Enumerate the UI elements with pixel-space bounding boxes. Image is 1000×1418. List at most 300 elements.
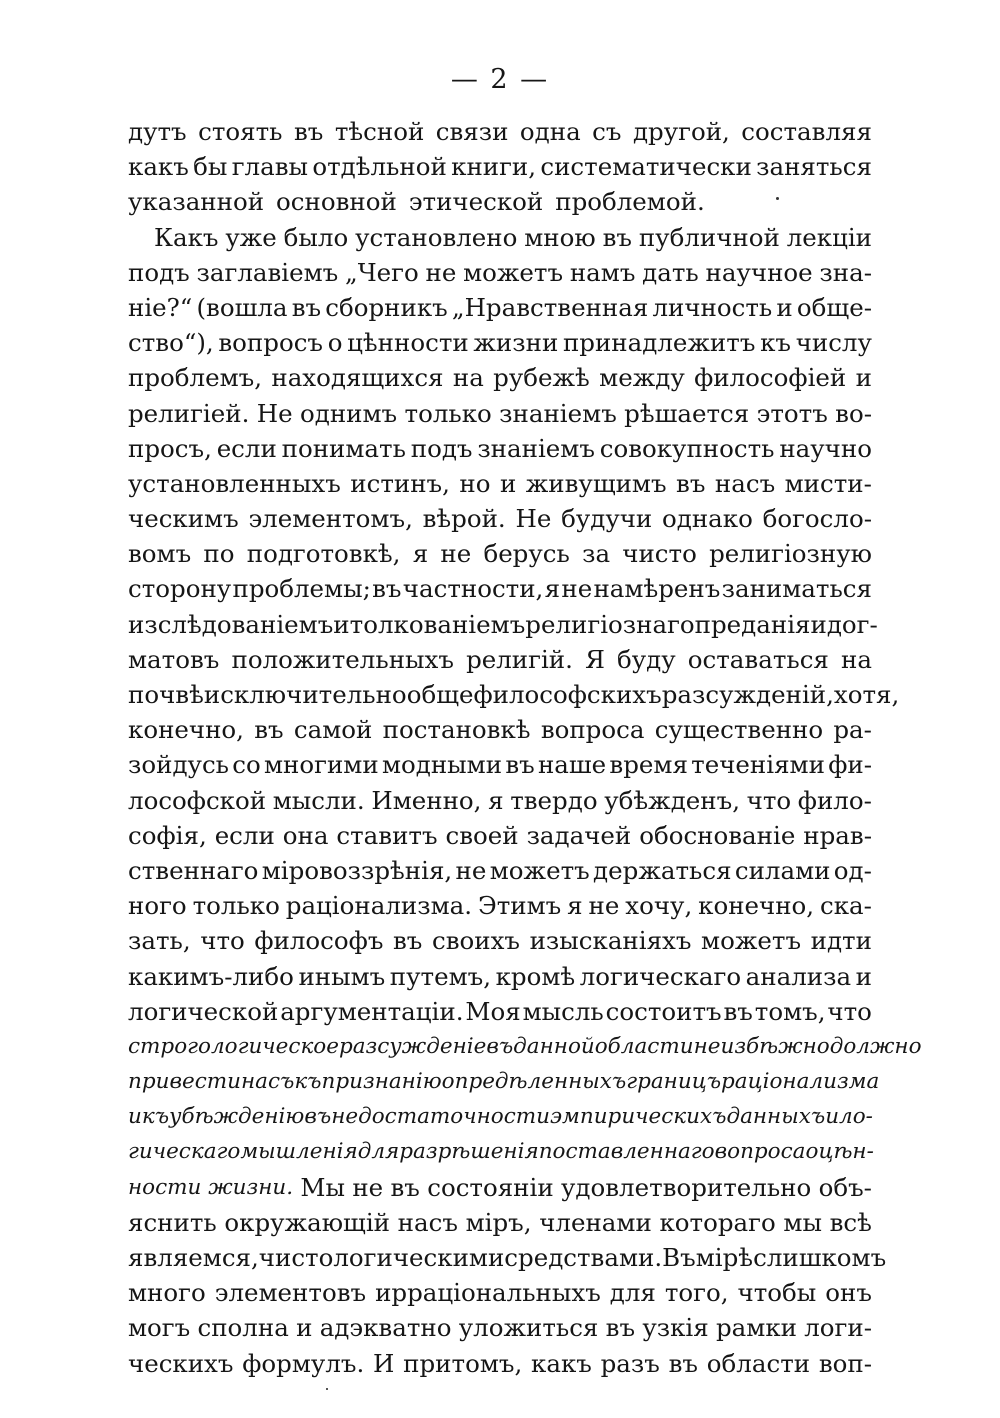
word: могъ [128, 1313, 191, 1343]
word: Я [585, 644, 605, 674]
word: строго [128, 1033, 211, 1059]
word: Моя [465, 996, 521, 1026]
word: своей [445, 820, 519, 850]
word: общефилософскихъ [406, 680, 662, 709]
word: во- [835, 398, 872, 428]
text-line [128, 923, 872, 958]
word: мірѣ [695, 1243, 754, 1272]
word: указанной [128, 187, 265, 217]
word: кромѣ [495, 961, 576, 991]
word: разъ [600, 1348, 660, 1378]
word: въ [605, 1313, 636, 1343]
text-line [128, 114, 872, 149]
word: въ [254, 715, 284, 745]
word: Въ [662, 1243, 696, 1272]
word: въ [602, 222, 632, 252]
word: фи- [828, 750, 872, 780]
word: теченіями [691, 750, 825, 780]
word: я [544, 574, 561, 604]
text-line [128, 642, 872, 677]
word: публичной [638, 222, 780, 252]
word: чисто [258, 1243, 334, 1272]
word: конечно, [698, 891, 815, 921]
word: частности, [402, 574, 544, 604]
word: проблемы; [232, 574, 371, 604]
word: другой, [632, 117, 730, 146]
text-line [128, 747, 872, 782]
word: обоснованіе [639, 820, 796, 850]
word: въ [505, 750, 535, 780]
word: элементомъ, [248, 504, 413, 534]
word: въ [723, 996, 753, 1026]
word: воп- [818, 1348, 872, 1378]
word: понимать [281, 433, 406, 463]
word: этической [408, 187, 544, 217]
word: что [746, 785, 792, 815]
word: и [825, 1104, 840, 1130]
word: въ [304, 1104, 332, 1130]
italic-word: ности жизни. [128, 1174, 294, 1200]
word: зна- [819, 257, 872, 287]
word: ство“), [128, 328, 214, 358]
word: находящихся [271, 363, 444, 393]
word: связи [435, 117, 509, 146]
word: идти [810, 926, 872, 956]
word: и [499, 468, 517, 498]
word: философіей [694, 363, 847, 393]
word: религіозную [709, 539, 872, 569]
word: многими [264, 750, 379, 780]
word: какъ [531, 1348, 592, 1378]
word: лекціи [786, 222, 872, 252]
word: и [855, 961, 872, 991]
text-line [128, 783, 872, 818]
word: для [357, 1139, 400, 1165]
word: ческихъ [128, 1348, 234, 1378]
word: дутъ [128, 117, 187, 146]
text-line [128, 536, 872, 571]
text-line [128, 149, 872, 184]
word: убѣжденъ, [604, 785, 740, 815]
word: удовлетворительно [561, 1172, 812, 1202]
word: гическаго [128, 1139, 241, 1165]
word: являемся, [128, 1243, 259, 1272]
word: элементовъ [214, 1278, 367, 1308]
word: не [588, 891, 620, 921]
word: фило- [797, 785, 872, 815]
text-line [128, 1170, 872, 1205]
word: твердо [510, 785, 598, 815]
word: своихъ [432, 926, 520, 956]
word: для [609, 1278, 656, 1308]
word: ска- [820, 891, 872, 921]
word: опредѣленныхъ [441, 1069, 627, 1095]
word: установленныхъ [128, 468, 341, 498]
word: о [327, 328, 343, 358]
word: формулъ. [242, 1348, 365, 1378]
text-line [128, 818, 872, 853]
word: не [352, 1172, 384, 1202]
word: истинъ, [350, 468, 450, 498]
word: въ [676, 468, 706, 498]
word: раціонализма. [285, 891, 473, 921]
word: оставаться [687, 644, 829, 674]
word: подъ [410, 433, 473, 463]
word: вопросъ [218, 328, 324, 358]
word: въ [668, 1348, 699, 1378]
word: слишкомъ [753, 1243, 887, 1272]
text-line [128, 1346, 872, 1381]
word: и [333, 609, 350, 639]
word: изысканіяхъ [529, 926, 692, 956]
word: „Чего [345, 257, 419, 287]
word: состоитъ [605, 996, 722, 1026]
word: силами [734, 855, 831, 885]
word: будучи [561, 504, 653, 534]
word: совокупность [599, 433, 775, 463]
word: логическими [333, 1243, 505, 1272]
word: членами [539, 1207, 652, 1237]
word: ственнаго [128, 855, 259, 885]
word: анализа [745, 961, 852, 991]
text-line [128, 255, 872, 290]
word: адэкватно [319, 1313, 452, 1343]
word: въ [486, 1033, 514, 1059]
word: объ- [818, 1172, 872, 1202]
word: къ [141, 1104, 170, 1130]
word: научное [705, 257, 813, 287]
word: и [296, 1313, 313, 1343]
text-line [128, 1205, 872, 1240]
word: главы [231, 152, 309, 182]
word: разсужденіе [338, 1033, 487, 1059]
word: Мы [300, 1172, 345, 1202]
text-line [128, 888, 872, 923]
word: дог- [826, 609, 878, 639]
text-line [128, 1240, 887, 1275]
word: знаніемъ [477, 433, 595, 463]
word: ніе?“ [128, 292, 193, 322]
word: между [599, 363, 685, 393]
word: изслѣдованіемъ [128, 609, 334, 639]
word: тѣсной [334, 117, 425, 146]
word: того, [664, 1278, 729, 1308]
word: установлено [355, 222, 518, 252]
word: раціонализма [721, 1069, 880, 1095]
word: логическаго [579, 961, 742, 991]
word: сполна [197, 1313, 289, 1343]
word: логи- [804, 1313, 872, 1343]
word: въ [291, 292, 322, 322]
word: Именно, [371, 785, 482, 815]
word: дать [642, 257, 699, 287]
word: время [609, 750, 688, 780]
word: одна [519, 117, 581, 146]
word: поставленнаго [538, 1139, 715, 1165]
word: Какъ [154, 222, 219, 252]
word: Не [515, 504, 552, 534]
text-line [128, 1310, 872, 1345]
word: міровоззрѣнія, [261, 855, 453, 885]
word: только [404, 398, 492, 428]
word: только [192, 891, 280, 921]
word: въ [293, 117, 324, 146]
word: но [459, 468, 491, 498]
text-line [128, 959, 872, 994]
word: недостаточности [331, 1104, 550, 1130]
word: мисти- [784, 468, 872, 498]
word: берусь [483, 539, 570, 569]
text-line [128, 290, 872, 325]
word: должно [829, 1033, 922, 1059]
word: насъ [240, 1069, 295, 1095]
word: если [216, 433, 277, 463]
text-line [128, 220, 872, 255]
word: путемъ, [389, 961, 492, 991]
word: религіознаго [525, 609, 695, 639]
word: хочу, [625, 891, 693, 921]
word: яснить [128, 1207, 217, 1237]
word: вопроса [714, 1139, 806, 1165]
word: проблемъ, [128, 363, 263, 393]
word: чтобы [737, 1278, 817, 1308]
word: области [594, 1033, 694, 1059]
word: ческимъ [128, 504, 239, 534]
word: инымъ [298, 961, 386, 991]
word: всѣ [829, 1207, 872, 1237]
word: логическое [210, 1033, 339, 1059]
word: и [776, 292, 793, 322]
word: рѣшается [624, 398, 750, 428]
word: Этимъ [477, 891, 562, 921]
word: конечно, [128, 715, 244, 745]
word: мысль [522, 996, 604, 1026]
word: матовъ [128, 644, 220, 674]
word: принадлежитъ [562, 328, 756, 358]
word: томъ, [754, 996, 826, 1026]
word: толкованіемъ [349, 609, 526, 639]
word: числу [795, 328, 872, 358]
word: религіей. [128, 398, 250, 428]
word: много [128, 1278, 206, 1308]
word: ра- [833, 715, 872, 745]
word: проблемой. [555, 187, 705, 217]
word: аргументаціи. [280, 996, 464, 1026]
word: съ [592, 117, 622, 146]
word: за [582, 539, 611, 569]
page-number: — 2 — [450, 64, 550, 95]
text-line [128, 1064, 880, 1099]
word: средствами. [504, 1243, 663, 1272]
word: обще- [796, 292, 872, 322]
word: насъ [714, 468, 776, 498]
word: котораго [659, 1207, 776, 1237]
word: сторону [128, 574, 232, 604]
word: существенно [654, 715, 824, 745]
word: основной [276, 187, 397, 217]
word: не [440, 539, 472, 569]
text-line [128, 466, 872, 501]
word: систематически [540, 152, 752, 182]
word: хотя, [833, 680, 900, 709]
word: со [232, 750, 261, 780]
word: „Нравственная [451, 292, 649, 322]
word: софія, [128, 820, 207, 850]
word: заниматься [721, 574, 872, 604]
word: живущимъ [525, 468, 667, 498]
word: положительныхъ [231, 644, 454, 674]
word: не [561, 574, 593, 604]
word: можетъ [489, 855, 590, 885]
word: зойдусь [128, 750, 230, 780]
word: (вошла [196, 292, 288, 322]
text-line [128, 1029, 922, 1064]
word: модными [381, 750, 503, 780]
word: подготовкѣ, [246, 539, 401, 569]
word: однимъ [300, 398, 398, 428]
word: исключительно [203, 680, 407, 709]
word: мысли. [272, 785, 365, 815]
word: вопроса [540, 715, 645, 745]
word: разрѣшенія [399, 1139, 539, 1165]
word: стоять [198, 117, 283, 146]
word: ставитъ [336, 820, 438, 850]
word: на [841, 644, 872, 674]
word: данныхъ [726, 1104, 826, 1130]
word: почвѣ [128, 680, 204, 709]
word: мышленія [240, 1139, 358, 1165]
word: можетъ [701, 926, 802, 956]
word: ирраціональныхъ [375, 1278, 601, 1308]
word: міръ, [465, 1207, 532, 1237]
word: состояніи [427, 1172, 554, 1202]
word: цѣнности [347, 328, 469, 358]
word: од- [833, 855, 872, 885]
word: зать, [128, 926, 191, 956]
text-line [128, 1134, 872, 1169]
word: подъ [128, 257, 190, 287]
word: въ [390, 1172, 420, 1202]
word: въ [393, 926, 423, 956]
word: въ [372, 574, 402, 604]
word: притомъ, [403, 1348, 523, 1378]
word: этотъ [756, 398, 828, 428]
word: убѣжденію [169, 1104, 305, 1130]
word: какимъ-либо [128, 961, 294, 991]
text-line [128, 853, 872, 888]
word: не [425, 257, 457, 287]
word: лософской [128, 785, 267, 815]
word: границъ [626, 1069, 722, 1095]
word: личность [652, 292, 773, 322]
word: однако [662, 504, 753, 534]
text-line [128, 396, 872, 431]
word: философъ [254, 926, 384, 956]
word: научно [779, 433, 872, 463]
word: жизни [473, 328, 559, 358]
word: о [805, 1139, 819, 1165]
word: можетъ [463, 257, 564, 287]
word: цѣн- [818, 1139, 874, 1165]
text-line [128, 994, 872, 1029]
word: насъ [397, 1207, 458, 1237]
word: отдѣльной [312, 152, 447, 182]
word: богосло- [762, 504, 872, 534]
word: какъ [128, 152, 189, 182]
word: я [567, 891, 583, 921]
word: ного [128, 891, 187, 921]
word: намъ [569, 257, 636, 287]
word: вомъ [128, 539, 192, 569]
word: и [810, 609, 827, 639]
ink-speck [326, 1388, 328, 1390]
body-text [128, 114, 922, 1381]
word: если [214, 820, 275, 850]
word: я [488, 785, 504, 815]
text-line [128, 1275, 872, 1310]
word: нрав- [803, 820, 872, 850]
word: сборникъ [325, 292, 448, 322]
word: эмпирическихъ [550, 1104, 727, 1130]
word: религій. [466, 644, 573, 674]
word: привести [128, 1069, 241, 1095]
text-line [128, 325, 872, 360]
word: къ [294, 1069, 322, 1095]
word: было [283, 222, 349, 252]
word: узкія [642, 1313, 709, 1343]
word: держаться [593, 855, 732, 885]
word: я [412, 539, 429, 569]
word: преданія [694, 609, 811, 639]
word: мы [783, 1207, 822, 1237]
word: не [455, 855, 487, 885]
word: чисто [622, 539, 697, 569]
word: рамки [715, 1313, 797, 1343]
word: составляя [741, 117, 872, 146]
word: буду [616, 644, 676, 674]
text-line [128, 607, 878, 642]
word: заняться [756, 152, 872, 182]
word: признанію [321, 1069, 442, 1095]
word: ло- [839, 1104, 873, 1130]
word: заглавіемъ [196, 257, 339, 287]
word: и [855, 363, 872, 393]
word: наше [537, 750, 607, 780]
word: бы [193, 152, 228, 182]
text-line [128, 677, 900, 712]
word: что [827, 996, 872, 1026]
word: рубежѣ [493, 363, 590, 393]
text-line [128, 571, 872, 606]
word: постановкѣ [382, 715, 531, 745]
word: окружающій [224, 1207, 390, 1237]
word: Не [256, 398, 293, 428]
word: И [373, 1348, 395, 1378]
text-line [128, 431, 872, 466]
word: логической [128, 996, 279, 1026]
word: просъ, [128, 433, 212, 463]
text-line [128, 1099, 872, 1134]
word: неизбѣжно [693, 1033, 830, 1059]
word: знаніемъ [499, 398, 617, 428]
word: она [282, 820, 329, 850]
word: что [200, 926, 245, 956]
word: мною [524, 222, 596, 252]
word: онъ [825, 1278, 872, 1308]
word: книги, [451, 152, 537, 182]
word: самой [293, 715, 373, 745]
word: области [706, 1348, 811, 1378]
